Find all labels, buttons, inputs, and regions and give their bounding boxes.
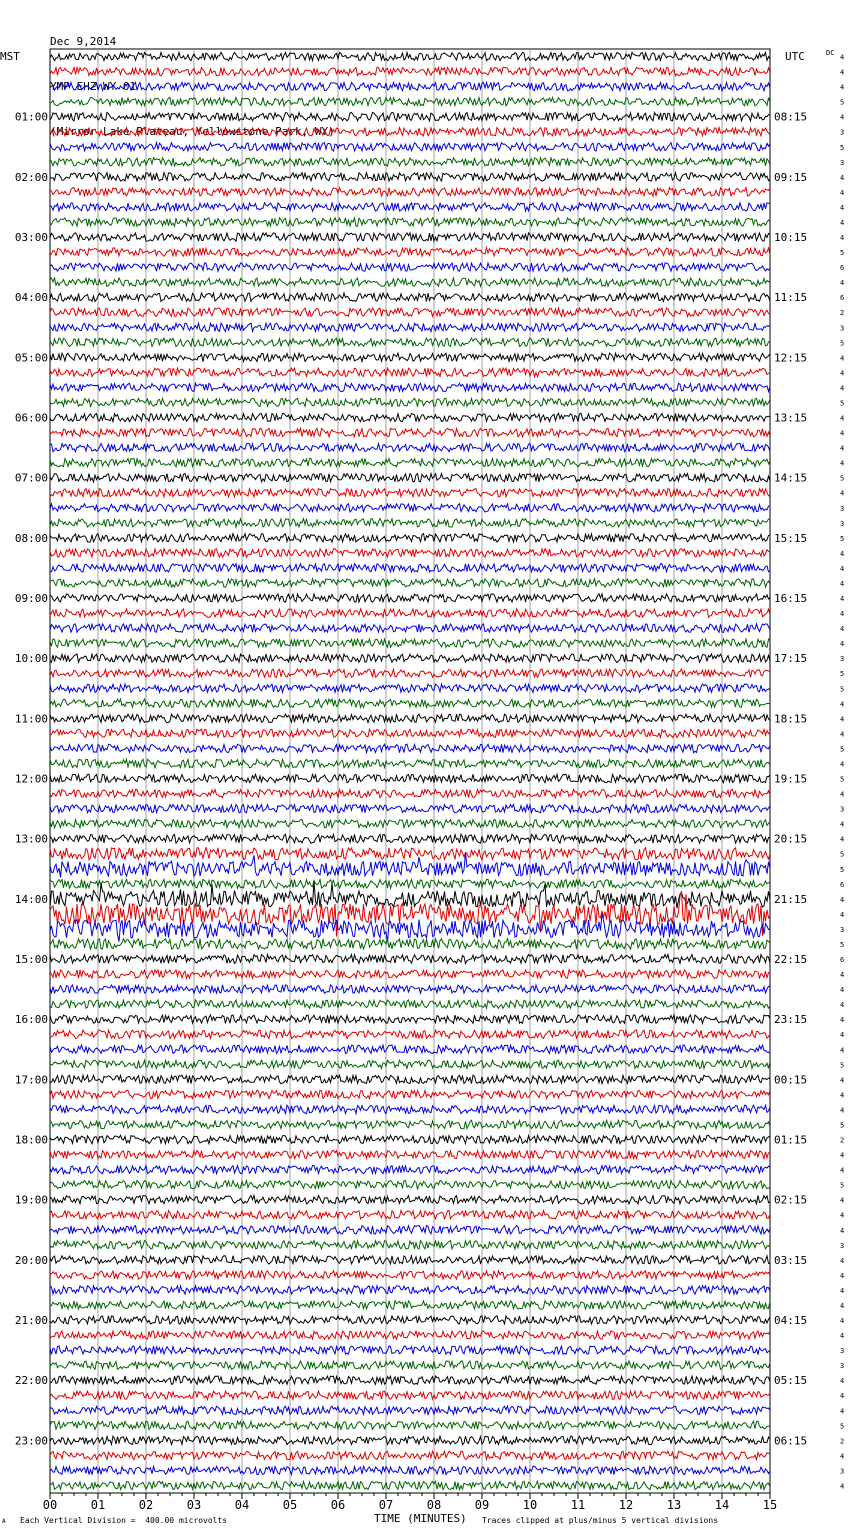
trace-row [50,669,770,677]
trace-row [50,744,770,752]
dc-offset-value: 5 [840,1061,845,1070]
trace-row [50,1060,770,1068]
x-tick-label: 14 [714,1498,730,1512]
trace-row [50,955,770,964]
trace-row [50,474,770,482]
trace-row [50,1000,770,1008]
dc-offset-value: 5 [840,1181,845,1190]
trace-row [50,848,770,860]
date-label: Dec 9,2014 [50,35,117,48]
left-hour-label: 04:00 [14,291,48,305]
location-label: (Mirror Lake Plateau, Yellowstone Park, WY) [50,125,335,138]
right-hour-label: 04:15 [774,1314,808,1328]
left-hour-label: 17:00 [14,1073,48,1087]
left-hour-label: 01:00 [14,110,48,124]
right-hour-label: 05:15 [774,1374,808,1388]
dc-offset-value: 4 [840,279,845,288]
dc-offset-header: DC [826,49,835,57]
left-hour-label: 09:00 [14,592,48,606]
dc-offset-value: 4 [840,1076,845,1085]
dc-offset-value: 3 [840,1362,845,1371]
clip-note: Traces clipped at plus/minus 5 vertical divisions [482,1516,719,1525]
trace-row [50,939,770,950]
trace-row [50,128,770,136]
trace-row [50,383,770,391]
right-hour-label: 10:15 [774,231,808,245]
left-hour-label: 08:00 [14,531,48,545]
trace-row [50,654,770,662]
dc-offset-value: 4 [840,1001,845,1010]
right-hour-label: 16:15 [774,592,808,606]
trace-row [50,879,770,888]
trace-row [50,1376,770,1384]
left-hour-label: 15:00 [14,953,48,967]
trace-row [50,1090,770,1098]
dc-offset-value: 4 [840,1301,845,1310]
dc-offset-value: 4 [840,369,845,378]
dc-offset-value: 4 [840,760,845,769]
dc-offset-value: 3 [840,1347,845,1356]
x-tick-label: 09 [474,1498,490,1512]
dc-offset-value: 4 [840,549,845,558]
left-hour-label: 05:00 [14,351,48,365]
dc-offset-value: 5 [840,98,845,107]
station-label: YMP EHZ WY 01 [50,80,137,93]
dc-offset-value: 3 [840,158,845,167]
dc-offset-value: 4 [840,83,845,92]
trace-row [50,504,770,512]
dc-offset-value: 4 [840,1046,845,1055]
trace-row [50,248,770,256]
dc-offset-value: 4 [840,1286,845,1295]
dc-offset-value: 5 [840,1121,845,1130]
dc-offset-value: 4 [840,1407,845,1416]
trace-row [50,774,770,782]
left-hour-label: 07:00 [14,471,48,485]
dc-offset-value: 4 [840,1226,845,1235]
dc-offset-value: 4 [840,835,845,844]
trace-row [50,624,770,632]
trace-row [50,1075,770,1083]
right-hour-label: 00:15 [774,1073,808,1087]
dc-offset-value: 4 [840,1106,845,1115]
trace-row [50,1271,770,1279]
dc-offset-value: 4 [840,790,845,799]
trace-row [50,729,770,737]
x-tick-label: 15 [762,1498,778,1512]
trace-row [50,564,770,572]
trace-row [50,519,770,527]
dc-offset-value: 4 [840,354,845,363]
trace-row [50,594,770,602]
trace-row [50,609,770,617]
dc-offset-value: 4 [840,1271,845,1280]
dc-offset-value: 4 [840,700,845,709]
right-hour-label: 13:15 [774,411,808,425]
trace-row [50,970,770,978]
trace-row [50,443,770,451]
dc-offset-value: 4 [840,444,845,453]
dc-offset-value: 4 [840,1091,845,1100]
x-axis-title: TIME (MINUTES) [374,1512,467,1525]
trace-row [50,353,770,362]
dc-offset-value: 6 [840,264,845,273]
x-tick-label: 05 [282,1498,298,1512]
dc-offset-value: 4 [840,971,845,980]
trace-row [50,82,770,90]
right-hour-label: 18:15 [774,712,808,726]
dc-offset-value: 3 [840,504,845,513]
left-hour-label: 19:00 [14,1193,48,1207]
right-hour-label: 03:15 [774,1253,808,1267]
dc-offset-value: 5 [840,745,845,754]
left-hour-label: 06:00 [14,411,48,425]
right-hour-label: 06:15 [774,1434,808,1448]
trace-row [50,639,770,647]
dc-offset-value: 2 [840,309,845,318]
left-hour-label: 11:00 [14,712,48,726]
left-hour-label: 22:00 [14,1374,48,1388]
trace-row [50,52,770,60]
trace-row [50,113,770,121]
right-hour-label: 14:15 [774,471,808,485]
trace-row [50,1120,770,1128]
right-hour-label: 01:15 [774,1133,808,1147]
dc-offset-value: 3 [840,805,845,814]
trace-row [50,1466,770,1474]
dc-offset-value: 4 [840,1332,845,1341]
trace-row [50,158,770,166]
corner-mark: A [2,1518,6,1525]
dc-offset-value: 3 [840,519,845,528]
dc-offset-value: 4 [840,986,845,995]
trace-row [50,218,770,226]
dc-offset-value: 4 [840,414,845,423]
x-tick-label: 13 [666,1498,682,1512]
x-tick-label: 01 [90,1498,106,1512]
trace-row [50,1241,770,1249]
dc-offset-value: 5 [840,399,845,408]
trace-row [50,67,770,75]
dc-offset-value: 4 [840,1317,845,1326]
right-timezone-label: UTC [785,50,805,63]
x-tick-label: 08 [426,1498,442,1512]
dc-offset-value: 3 [840,324,845,333]
dc-offset-value: 5 [840,339,845,348]
dc-offset-value: 4 [840,1452,845,1461]
trace-row [50,1015,770,1023]
trace-row [50,413,770,421]
dc-offset-value: 4 [840,730,845,739]
x-tick-label: 12 [618,1498,634,1512]
dc-offset-value: 5 [840,474,845,483]
dc-offset-value: 4 [840,489,845,498]
right-hour-label: 15:15 [774,531,808,545]
dc-offset-value: 4 [840,820,845,829]
trace-row [50,1150,770,1158]
trace-row [50,1196,770,1204]
x-tick-label: 00 [42,1498,58,1512]
dc-offset-value: 4 [840,429,845,438]
left-hour-label: 13:00 [14,832,48,846]
trace-row [50,188,770,196]
left-hour-label: 21:00 [14,1314,48,1328]
dc-offset-value: 3 [840,1241,845,1250]
trace-row [50,1451,770,1459]
right-hour-label: 09:15 [774,170,808,184]
trace-row [50,789,770,797]
trace-row [50,1211,770,1219]
dc-offset-value: 4 [840,1016,845,1025]
trace-row [50,1436,770,1444]
dc-offset-value: 5 [840,143,845,152]
trace-row [50,1421,770,1429]
trace-row [50,143,770,151]
right-hour-label: 17:15 [774,652,808,666]
x-tick-label: 04 [234,1498,250,1512]
dc-offset-value: 4 [840,188,845,197]
dc-offset-value: 4 [840,1166,845,1175]
dc-offset-value: 5 [840,670,845,679]
dc-offset-value: 5 [840,1422,845,1431]
dc-offset-value: 4 [840,564,845,573]
trace-row [50,804,770,812]
right-hour-label: 02:15 [774,1193,808,1207]
dc-offset-value: 4 [840,203,845,212]
trace-row [50,97,770,105]
dc-offset-value: 4 [840,715,845,724]
right-hour-label: 20:15 [774,832,808,846]
trace-row [50,1181,770,1189]
right-hour-label: 23:15 [774,1013,808,1027]
trace-row [50,203,770,211]
dc-offset-value: 4 [840,384,845,393]
trace-row [50,1135,770,1143]
trace-row [50,1391,770,1399]
trace-row [50,1286,770,1294]
trace-row [50,1301,770,1309]
trace-row [50,308,770,316]
trace-row [50,293,770,301]
trace-row [50,1406,770,1414]
dc-offset-value: 3 [840,1467,845,1476]
scale-note: Each Vertical Division = 400.00 microvolts [20,1516,228,1525]
trace-row [50,263,770,271]
dc-offset-value: 4 [840,1031,845,1040]
dc-offset-value: 4 [840,579,845,588]
dc-offset-value: 4 [840,1256,845,1265]
dc-offset-value: 4 [840,910,845,919]
left-hour-label: 18:00 [14,1133,48,1147]
left-hour-label: 10:00 [14,652,48,666]
dc-offset-value: 2 [840,1136,845,1145]
x-tick-label: 06 [330,1498,346,1512]
dc-offset-value: 6 [840,956,845,965]
dc-offset-value: 4 [840,173,845,182]
left-hour-label: 16:00 [14,1013,48,1027]
trace-row [50,1346,770,1354]
trace-row [50,323,770,331]
trace-row [50,1226,770,1234]
dc-offset-value: 5 [840,775,845,784]
dc-offset-value: 4 [840,459,845,468]
right-hour-label: 11:15 [774,291,808,305]
dc-offset-value: 4 [840,625,845,634]
right-hour-label: 19:15 [774,772,808,786]
dc-offset-value: 5 [840,249,845,258]
dc-offset-value: 3 [840,128,845,137]
trace-row [50,1361,770,1369]
trace-row [50,985,770,993]
trace-row [50,699,770,707]
left-hour-label: 03:00 [14,231,48,245]
trace-row [50,820,770,828]
dc-offset-value: 4 [840,218,845,227]
trace-row [50,714,770,723]
x-tick-label: 02 [138,1498,154,1512]
trace-row [50,1256,770,1264]
dc-offset-value: 5 [840,865,845,874]
left-timezone-label: MST [0,50,20,63]
trace-row [50,173,770,182]
dc-offset-value: 4 [840,234,845,243]
left-hour-label: 20:00 [14,1253,48,1267]
dc-offset-value: 4 [840,595,845,604]
trace-row [50,684,770,692]
right-hour-label: 08:15 [774,110,808,124]
trace-row [50,534,770,543]
left-hour-label: 02:00 [14,170,48,184]
right-hour-label: 21:15 [774,892,808,906]
dc-offset-value: 4 [840,1196,845,1205]
x-tick-label: 11 [570,1498,586,1512]
dc-offset-value: 4 [840,1151,845,1160]
x-tick-label: 03 [186,1498,202,1512]
right-hour-label: 22:15 [774,953,808,967]
dc-offset-value: 4 [840,640,845,649]
dc-offset-value: 5 [840,685,845,694]
trace-row [50,1481,770,1489]
trace-row [50,1316,770,1324]
trace-row [50,759,770,767]
dc-offset-value: 6 [840,880,845,889]
trace-row [50,1105,770,1113]
trace-row [50,338,770,346]
dc-offset-value: 4 [840,1392,845,1401]
dc-offset-value: 4 [840,1211,845,1220]
trace-row [50,834,770,843]
left-hour-label: 14:00 [14,892,48,906]
dc-offset-value: 4 [840,68,845,77]
trace-row [50,1045,770,1053]
dc-offset-value: 4 [840,1377,845,1386]
right-hour-label: 12:15 [774,351,808,365]
trace-row [50,428,770,436]
trace-row [50,579,770,587]
x-tick-label: 07 [378,1498,394,1512]
dc-offset-value: 3 [840,655,845,664]
trace-row [50,549,770,557]
left-hour-label: 23:00 [14,1434,48,1448]
trace-row [50,398,770,406]
dc-offset-value: 2 [840,1437,845,1446]
dc-offset-value: 5 [840,534,845,543]
dc-offset-value: 4 [840,610,845,619]
dc-offset-value: 3 [840,925,845,934]
trace-row [50,368,770,376]
dc-offset-value: 4 [840,113,845,122]
trace-row [50,1030,770,1038]
x-tick-label: 10 [522,1498,538,1512]
dc-offset-value: 4 [840,1482,845,1491]
trace-row [50,233,770,241]
dc-offset-value: 5 [840,850,845,859]
dc-offset-value: 5 [840,940,845,949]
dc-offset-value: 4 [840,53,845,62]
trace-row [50,489,770,497]
trace-row [50,278,770,286]
trace-row [50,458,770,467]
left-hour-label: 12:00 [14,772,48,786]
trace-row [50,1331,770,1339]
trace-row [50,1165,770,1173]
dc-offset-value: 6 [840,294,845,303]
dc-offset-value: 4 [840,895,845,904]
